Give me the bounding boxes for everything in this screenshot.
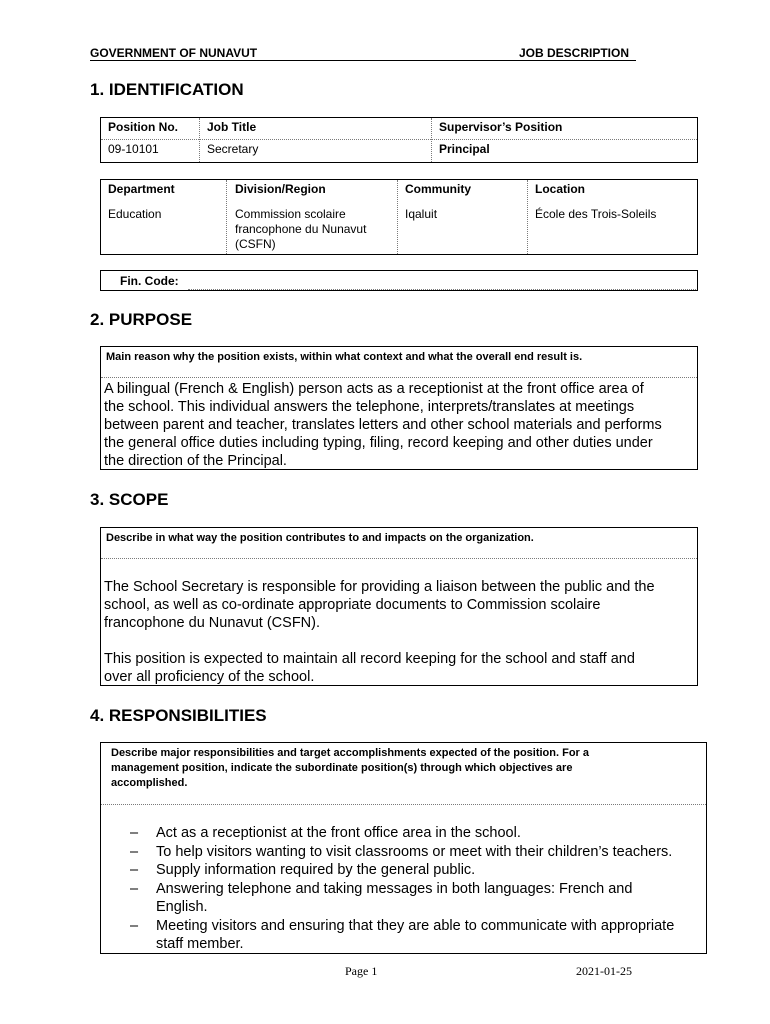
table2-col-separator-1 [226, 180, 227, 254]
header-rule [90, 60, 636, 61]
section-identification-title: 1. IDENTIFICATION [90, 80, 244, 99]
table1-row-separator [101, 139, 697, 140]
list-item-line: staff member. [156, 936, 244, 952]
purpose-line: the general office duties including typing, filing, record keeping and other duties under [104, 435, 653, 451]
list-item-line: Supply information required by the general public. [156, 862, 476, 878]
scope-line: This position is expected to maintain all record keeping for the school and staff and [104, 651, 635, 667]
responsibilities-prompt-line: management position, indicate the subordinate position(s) through which objectives are [111, 762, 573, 774]
scope-line: school, as well as co-ordinate appropriate documents to Commission scolaire [104, 597, 601, 613]
dash-bullet: – [130, 917, 139, 934]
supervisor-label: Supervisor’s Position [439, 120, 563, 134]
table2-col-separator-3 [527, 180, 528, 254]
responsibilities-list [130, 824, 702, 954]
scope-line: The School Secretary is responsible for providing a liaison between the public and the [104, 579, 655, 595]
division-value [235, 207, 366, 252]
responsibilities-prompt-line: Describe major responsibilities and target accomplishments expected of the position. For a [111, 747, 590, 759]
position-no-value: 09-10101 [108, 142, 159, 156]
scope-prompt: Describe in what way the position contributes to and impacts on the organization. [106, 532, 534, 544]
footer-page-number: Page 1 [345, 964, 378, 978]
division-label: Division/Region [235, 182, 326, 196]
scope-line: over all proficiency of the school. [104, 669, 315, 685]
fin-code-field-line [188, 289, 696, 290]
header-right: JOB DESCRIPTION [519, 46, 630, 60]
location-label: Location [535, 182, 585, 196]
list-item-line: To help visitors wanting to visit classrooms or meet with their children’s teachers. [156, 843, 673, 860]
job-title-label: Job Title [207, 120, 257, 134]
list-item [130, 861, 702, 880]
scope-separator [101, 558, 697, 559]
dash-bullet: – [130, 880, 139, 897]
list-item [130, 917, 702, 954]
scope-line: francophone du Nunavut (CSFN). [104, 615, 320, 631]
fin-code-label: Fin. Code: [120, 274, 179, 288]
responsibilities-separator [101, 804, 706, 805]
list-item [130, 843, 702, 862]
list-item-line: Act as a receptionist at the front office area in the school. [156, 825, 521, 841]
purpose-separator [101, 377, 697, 378]
community-label: Community [405, 182, 471, 196]
division-line: francophone du Nunavut [235, 222, 367, 236]
community-value: Iqaluit [405, 207, 438, 221]
dash-bullet: – [130, 862, 139, 878]
header-left: GOVERNMENT OF NUNAVUT [90, 46, 258, 60]
purpose-text [104, 380, 662, 470]
purpose-prompt: Main reason why the position exists, within what context and what the overall end result is. [106, 351, 583, 363]
scope-para-1 [104, 578, 655, 632]
table1-col-separator-1 [199, 118, 200, 162]
footer-date: 2021-01-25 [576, 964, 632, 978]
position-no-label: Position No. [108, 120, 178, 134]
dash-bullet: – [130, 843, 139, 860]
table1-col-separator-2 [431, 118, 432, 162]
fin-code-box [100, 270, 698, 291]
scope-para-2 [104, 650, 635, 686]
department-value: Education [108, 207, 162, 221]
list-item [130, 824, 702, 843]
section-purpose-title: 2. PURPOSE [90, 310, 193, 329]
division-line: Commission scolaire [235, 207, 346, 221]
purpose-line: the school. This individual answers the telephone, interprets/translates at meetings [104, 399, 635, 415]
purpose-line: the direction of the Principal. [104, 453, 287, 469]
list-item-line: Meeting visitors and ensuring that they are able to communicate with appropriate [156, 917, 675, 934]
responsibilities-prompt [111, 746, 589, 791]
responsibilities-prompt-line: accomplished. [111, 777, 188, 789]
division-line: (CSFN) [235, 237, 276, 251]
job-title-value: Secretary [207, 142, 259, 156]
dash-bullet: – [130, 825, 139, 841]
identification-table-1 [100, 117, 698, 163]
section-scope-title: 3. SCOPE [90, 490, 169, 509]
table2-col-separator-2 [397, 180, 398, 254]
list-item [130, 880, 702, 917]
list-item-line: English. [156, 899, 208, 915]
supervisor-value: Principal [439, 142, 490, 156]
purpose-line: between parent and teacher, translates letters and other school materials and performs [104, 417, 662, 433]
section-responsibilities-title: 4. RESPONSIBILITIES [90, 706, 267, 725]
location-value: École des Trois-Soleils [535, 207, 657, 221]
list-item-line: Answering telephone and taking messages in both languages: French and [156, 880, 633, 897]
purpose-line: A bilingual (French & English) person acts as a receptionist at the front office area of [104, 381, 644, 397]
department-label: Department [108, 182, 175, 196]
